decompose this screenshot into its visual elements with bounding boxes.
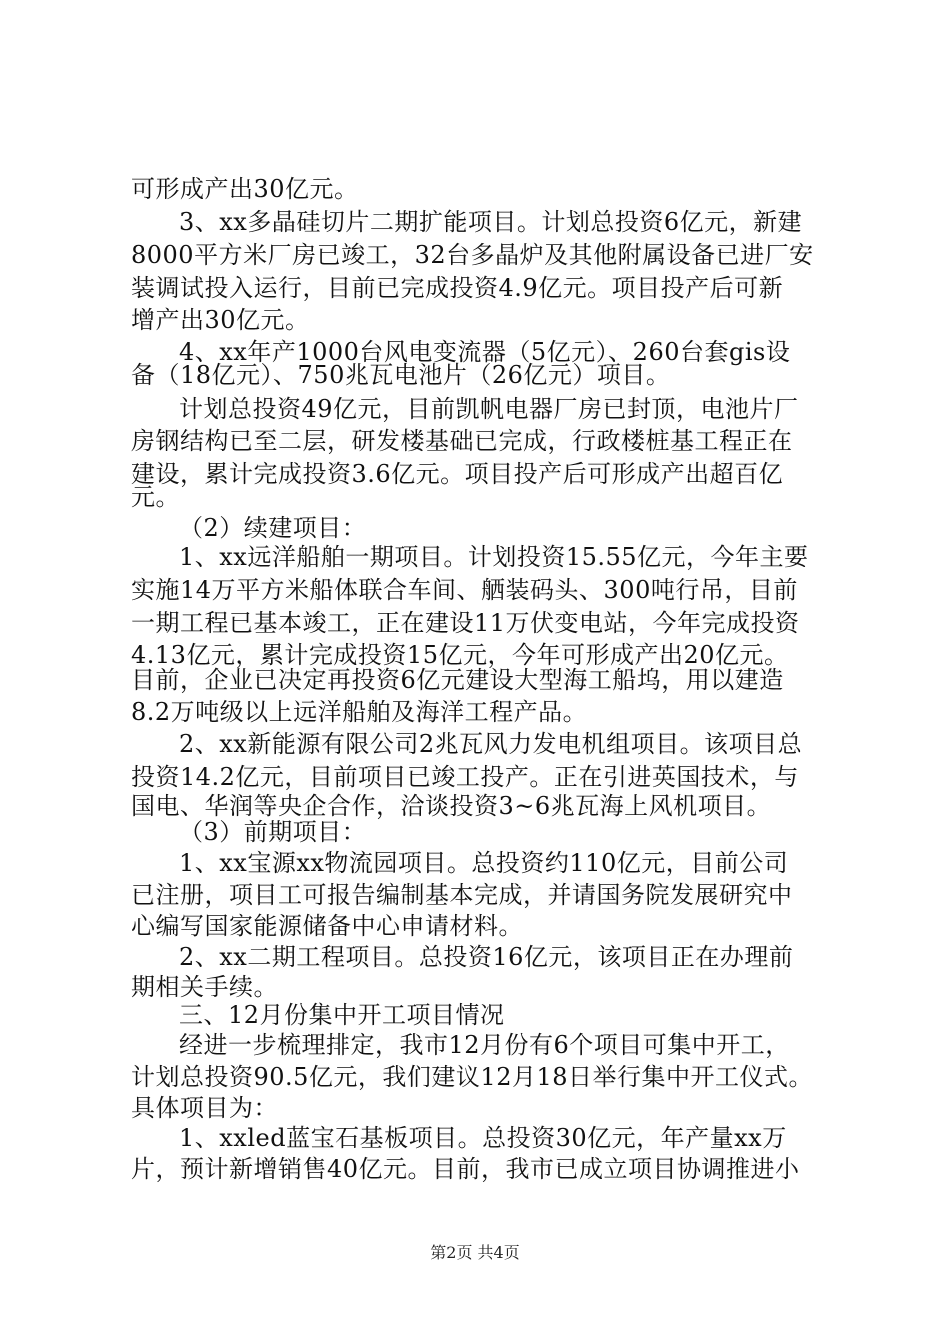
paragraph-line: 心编写国家能源储备中心申请材料。 [131, 912, 523, 940]
paragraph-line: 增产出30亿元。 [131, 306, 310, 334]
paragraph-line: 建设，累计完成投资3.6亿元。项目投产后可形成产出超百亿 [131, 460, 784, 488]
paragraph-line: 计划总投资49亿元，目前凯帆电器厂房已封顶，电池片厂 [179, 395, 799, 423]
paragraph-line: 8000平方米厂房已竣工，32台多晶炉及其他附属设备已进厂安 [131, 241, 814, 269]
page-footer: 第2页 共4页 [430, 1243, 520, 1262]
paragraph-line: 实施14万平方米船体联合车间、舾装码头、300吨行吊，目前 [131, 576, 798, 604]
paragraph-line: 计划总投资90.5亿元，我们建议12月18日举行集中开工仪式。 [131, 1063, 814, 1091]
paragraph-line: 经进一步梳理排定，我市12月份有6个项目可集中开工， [179, 1031, 790, 1059]
paragraph-line: 片，预计新增销售40亿元。目前，我市已成立项目协调推进小 [131, 1155, 800, 1183]
paragraph-line: 4、xx年产1000台风电变流器（5亿元）、260台套gis设 [179, 338, 791, 366]
paragraph-line: 国电、华润等央企合作，洽谈投资3~6兆瓦海上风机项目。 [131, 792, 772, 820]
paragraph-line: 投资14.2亿元，目前项目已竣工投产。正在引进英国技术，与 [131, 763, 799, 791]
paragraph-line: 目前，企业已决定再投资6亿元建设大型海工船坞，用以建造 [131, 666, 784, 694]
paragraph-line: 3、xx多晶硅切片二期扩能项目。计划总投资6亿元，新建 [179, 208, 803, 236]
paragraph-line: 元。 [131, 483, 180, 511]
paragraph-line: 2、xx二期工程项目。总投资16亿元，该项目正在办理前 [179, 943, 794, 971]
section-heading: （2）续建项目： [179, 514, 367, 542]
paragraph-line: 备（18亿元）、750兆瓦电池片（26亿元）项目。 [131, 361, 671, 389]
paragraph-line: 一期工程已基本竣工，正在建设11万伏变电站，今年完成投资 [131, 609, 800, 637]
paragraph-line: 具体项目为： [131, 1094, 278, 1122]
paragraph-line: 已注册，项目工可报告编制基本完成，并请国务院发展研究中 [131, 881, 793, 909]
section-heading: （3）前期项目： [179, 818, 367, 846]
paragraph-line: 装调试投入运行，目前已完成投资4.9亿元。项目投产后可新 [131, 274, 784, 302]
paragraph-line: 4.13亿元，累计完成投资15亿元，今年可形成产出20亿元。 [131, 641, 789, 669]
paragraph-line: 8.2万吨级以上远洋船舶及海洋工程产品。 [131, 698, 588, 726]
paragraph-line: 1、xx远洋船舶一期项目。计划投资15.55亿元，今年主要 [179, 543, 809, 571]
paragraph-line: 期相关手续。 [131, 973, 278, 1001]
section-heading: 三、12月份集中开工项目情况 [179, 1001, 505, 1029]
paragraph-line: 1、xxled蓝宝石基板项目。总投资30亿元，年产量xx万 [179, 1124, 787, 1152]
paragraph-line: 2、xx新能源有限公司2兆瓦风力发电机组项目。该项目总 [179, 730, 803, 758]
paragraph-line: 1、xx宝源xx物流园项目。总投资约110亿元，目前公司 [179, 849, 789, 877]
paragraph-line: 房钢结构已至二层，研发楼基础已完成，行政楼桩基工程正在 [131, 427, 793, 455]
paragraph-line: 可形成产出30亿元。 [131, 175, 359, 203]
